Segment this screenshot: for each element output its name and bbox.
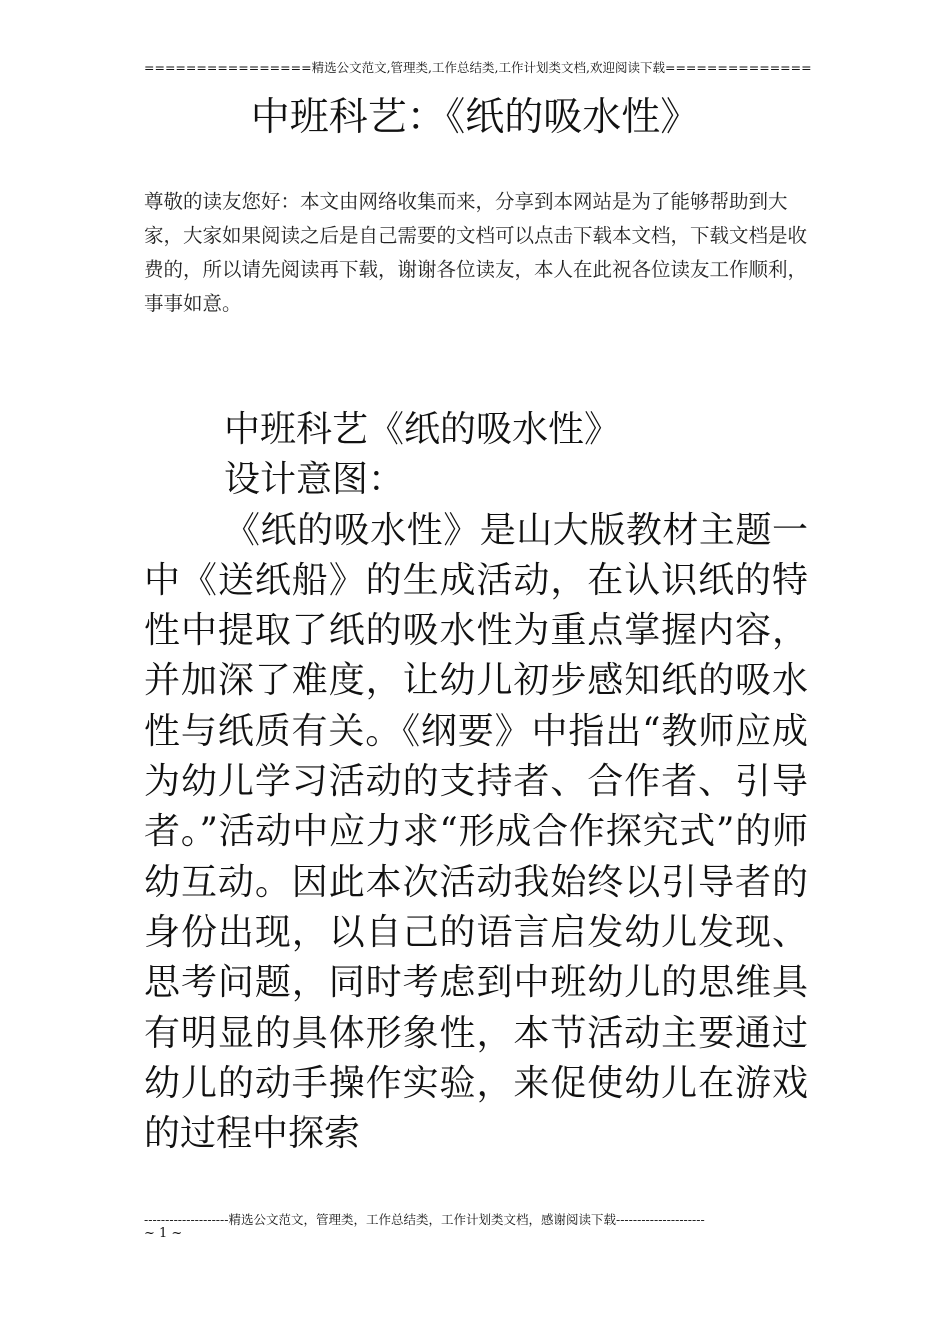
section-label: 设计意图： [224, 459, 405, 501]
body-paragraph: 《纸的吸水性》是山大版教材主题一中《送纸船》的生成活动，在认识纸的特性中提取了纸的吸水性为重点掌握内容，并加深了难度，让幼儿初步感知纸的吸水性与纸质有关。《纲要》中指出“教师应成为幼儿学习活动的支持者、合作者、引导者。”活动中应力求“形成合作探究式”的师幼互动。因此本次活动我始终以引导者的身份出现，以自己的语言启发幼儿发现、思考问题，同时考虑到中班幼儿的思维具有明显的具体形象性，本节活动主要通过幼儿的动手操作实验，来促使幼儿在游戏的过程中探索 [144, 509, 808, 1155]
page-number: ~ 1 ~ [144, 1226, 183, 1241]
document-title: 中班科艺：《纸的吸水性》 [250, 95, 700, 140]
page-header: ================精选公文范文,管理类,工作总结类,工作计划类文档,欢迎阅读下载============== [144, 60, 812, 75]
document-body [144, 405, 808, 1159]
intro-paragraph: 尊敬的读友您好：本文由网络收集而来，分享到本网站是为了能够帮助到大家，大家如果阅读之后是自己需要的文档可以点击下载本文档，下载文档是收费的，所以请先阅读再下载，谢谢各位读友，本人在此祝各位读友工作顺利，事事如意。 [144, 190, 808, 315]
body-heading: 中班科艺《纸的吸水性》 [224, 409, 621, 450]
page-footer: --------------------精选公文范文，管理类，工作总结类，工作计划类文档，感谢阅读下载--------------------- [144, 1212, 705, 1227]
